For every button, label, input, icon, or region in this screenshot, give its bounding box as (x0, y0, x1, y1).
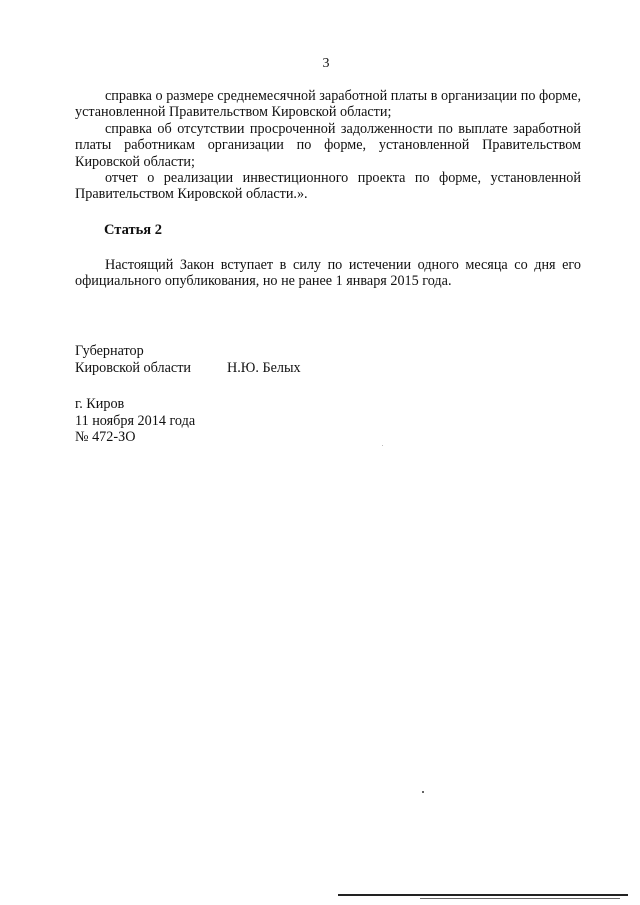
article-body (75, 257, 581, 290)
article-text: Настоящий Закон вступает в силу по истечении одного месяца со дня его официального опубликования, но не ранее 1 января 2015 года. (75, 257, 581, 290)
article-heading: Статья 2 (104, 222, 162, 238)
signatory-position: Губернатор (75, 343, 144, 359)
paragraph-arrears-certificate: справка об отсутствии просроченной задолженности по выплате заработной платы работникам организации по форме, установленной Правительством Кировской области; (75, 120, 581, 170)
paragraph-salary-certificate: справка о размере среднемесячной заработной платы в организации по форме, установленной Правительством Кировской области; (75, 88, 581, 121)
page-number: 3 (322, 56, 330, 71)
signatory-row (75, 360, 301, 377)
scan-speck (382, 445, 383, 446)
issuance-block (75, 396, 195, 446)
scan-dot (422, 791, 424, 793)
requirements-list (75, 88, 581, 203)
paragraph-project-report: отчет о реализации инвестиционного проекта по форме, установленной Правительством Кировской области.». (75, 170, 581, 203)
bottom-scan-edge-thin (420, 898, 620, 899)
signatory-name: Н.Ю. Белых (227, 360, 301, 376)
signatory-region: Кировской области (75, 360, 191, 376)
issuance-place: г. Киров (75, 396, 125, 412)
law-number: № 472-ЗО (75, 429, 136, 445)
bottom-scan-edge (338, 894, 628, 896)
issuance-date: 11 ноября 2014 года (75, 412, 196, 429)
signature-block (75, 343, 301, 377)
